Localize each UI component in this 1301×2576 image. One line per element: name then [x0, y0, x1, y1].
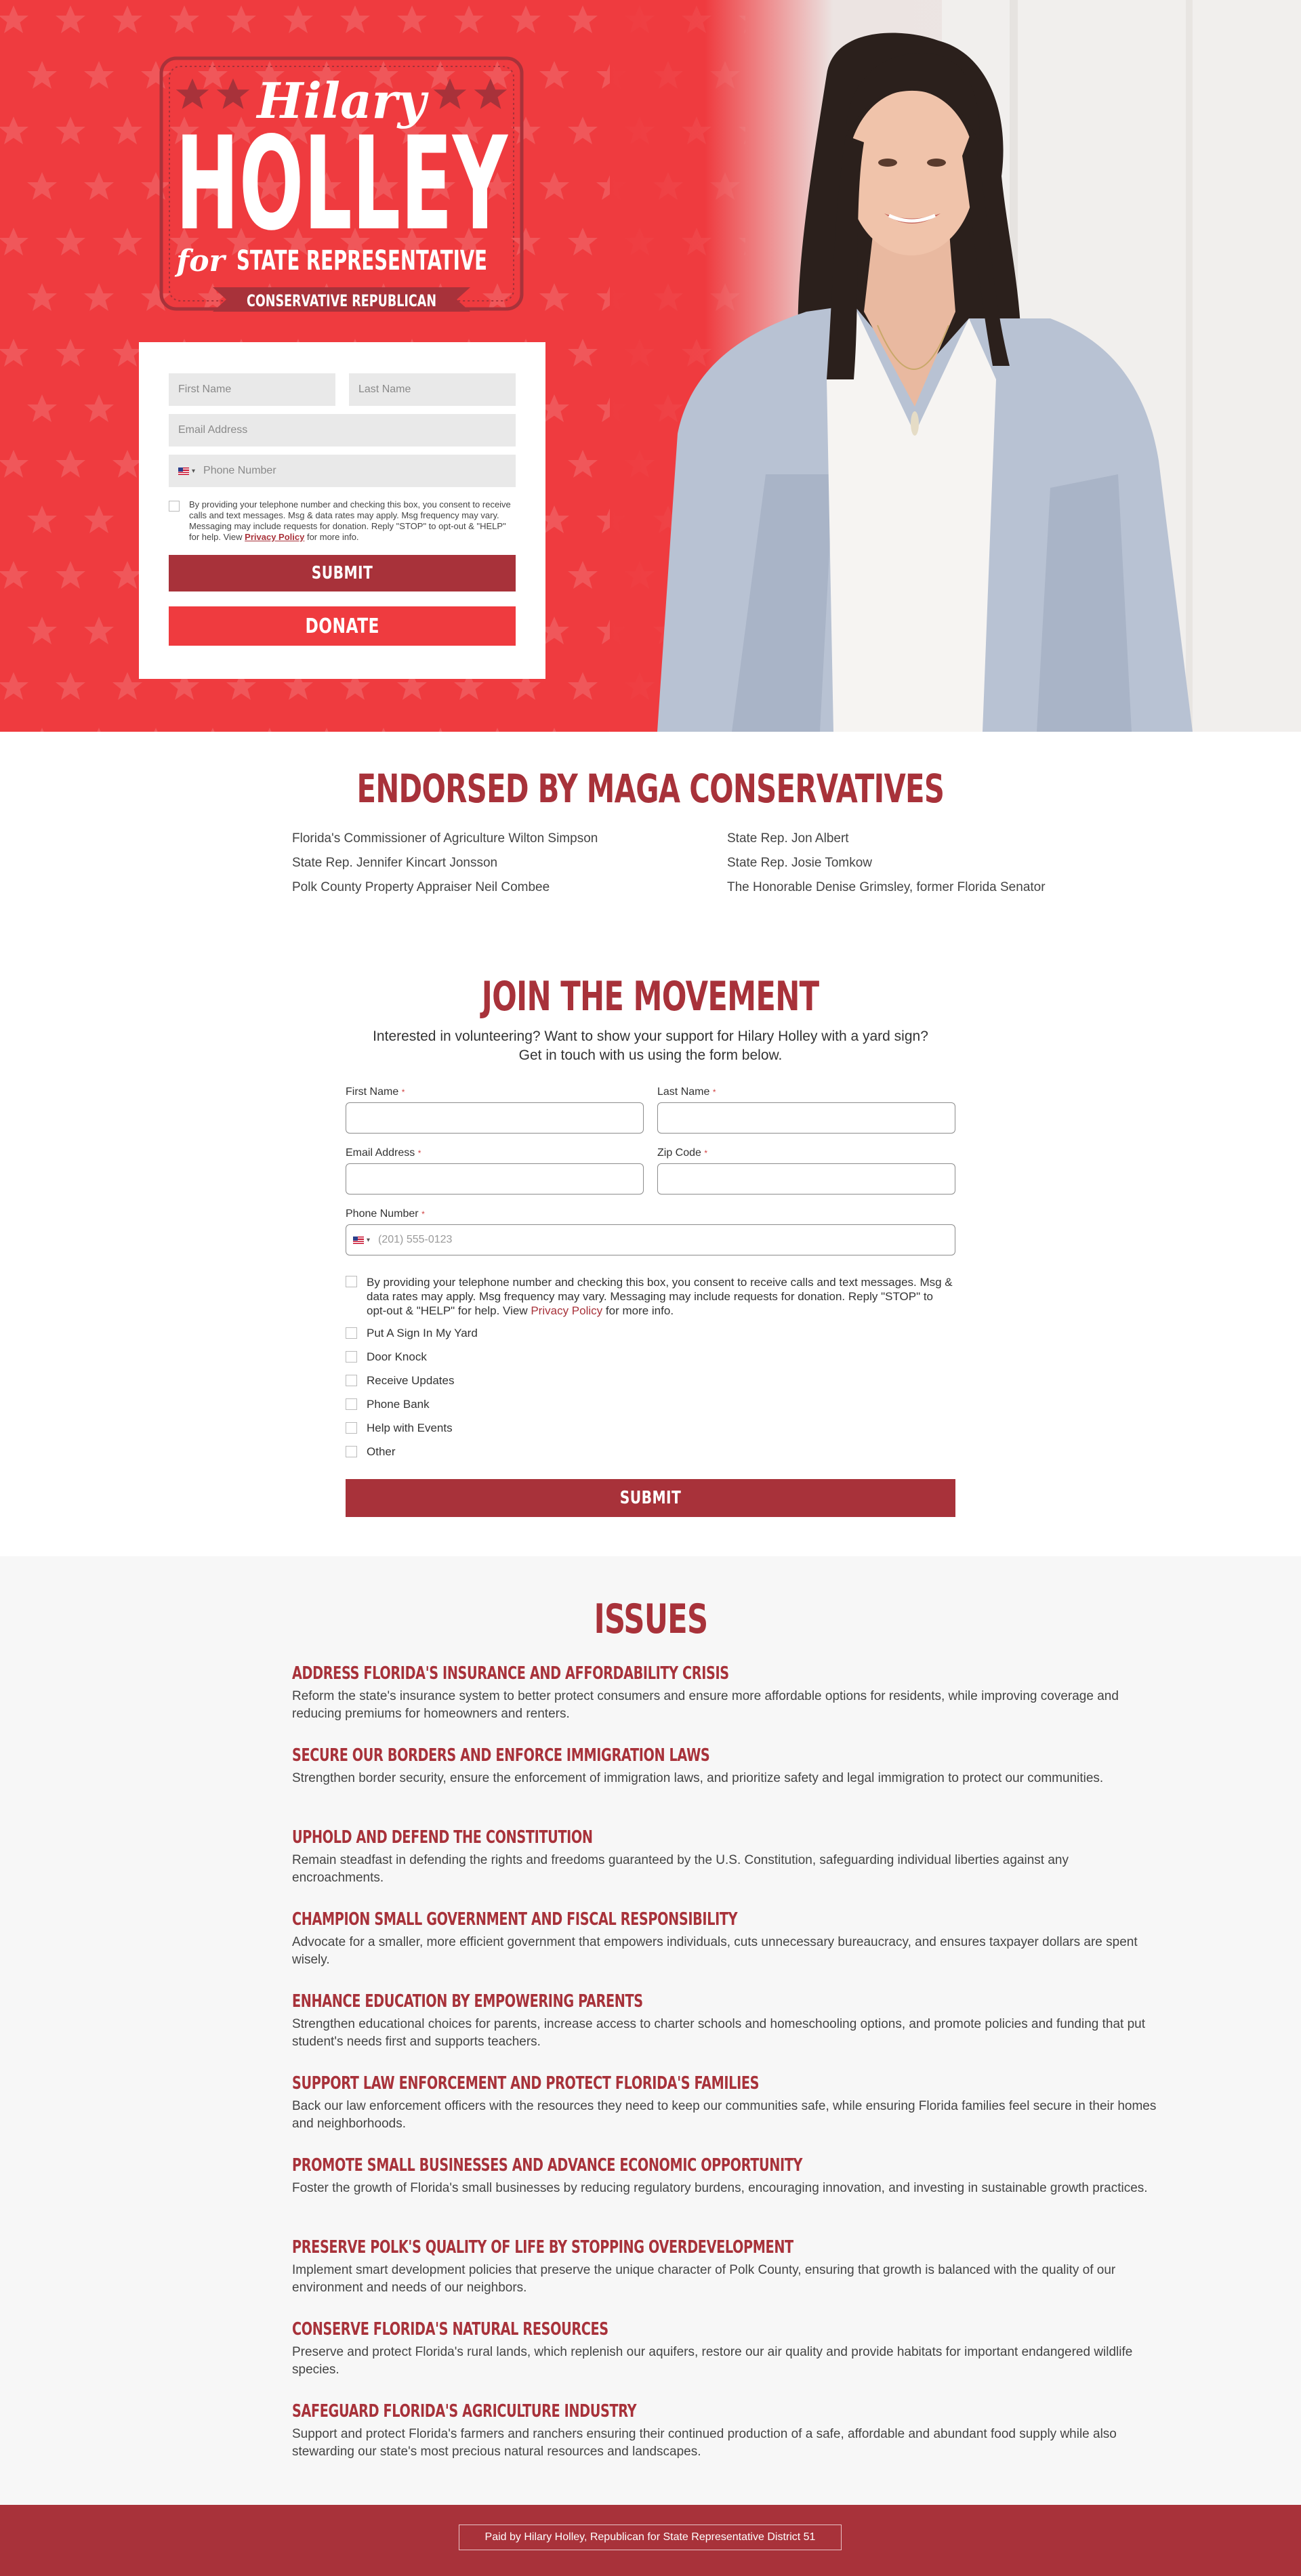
endorsement-item: State Rep. Jennifer Kincart Jonsson: [292, 856, 498, 870]
email-input[interactable]: Email Address: [169, 414, 516, 446]
last-name-label: Last Name *: [657, 1086, 716, 1098]
option-label: Door Knock: [367, 1350, 427, 1363]
first-name-label: First Name *: [346, 1086, 405, 1098]
logo-banner: CONSERVATIVE REPUBLICAN: [247, 291, 436, 310]
background-star: [84, 283, 114, 311]
privacy-policy-link[interactable]: Privacy Policy: [245, 532, 305, 542]
issue-heading: UPHOLD AND DEFEND THE CONSTITUTION: [292, 1827, 593, 1848]
endorsement-item: State Rep. Jon Albert: [727, 831, 849, 846]
background-star: [112, 339, 142, 367]
issue-heading: SAFEGUARD FLORIDA'S AGRICULTURE INDUSTRY: [292, 2401, 637, 2422]
background-star: [27, 394, 57, 422]
background-star: [27, 617, 57, 644]
issue-heading: CONSERVE FLORIDA'S NATURAL RESOURCES: [292, 2319, 608, 2340]
background-star: [511, 5, 541, 33]
join-title: [0, 973, 1301, 1020]
issue-body: Remain steadfast in defending the rights and freedoms guaranteed by the U.S. Constitution, safeguarding individual liberties against any encroachments.: [292, 1853, 1069, 1885]
hero-section: [0, 0, 1301, 732]
join-section: [0, 943, 1301, 1556]
background-star: [539, 283, 569, 311]
background-star: [539, 172, 569, 200]
consent-checkbox[interactable]: [169, 501, 180, 512]
option-checkbox[interactable]: [346, 1446, 357, 1457]
consent-tail: for more info.: [306, 532, 359, 542]
issues-title: [0, 1596, 1301, 1643]
phone-label: Phone Number *: [346, 1208, 425, 1220]
join-consent-tail: for more info.: [605, 1304, 674, 1317]
donate-button-label: DONATE: [305, 614, 379, 638]
us-flag-icon: [353, 1237, 364, 1244]
background-star: [0, 117, 28, 144]
issue-body: Foster the growth of Florida's small businesses by reducing regulatory burdens, encouraging innovation, and investing in sustainable growth practices.: [292, 2181, 1148, 2195]
logo-office: STATE REPRESENTATIVE: [236, 245, 487, 276]
endorsements-right-list: [727, 831, 1046, 905]
option-other[interactable]: [346, 1445, 955, 1469]
join-last-name-input[interactable]: [657, 1102, 955, 1134]
option-label: Put A Sign In My Yard: [367, 1327, 478, 1339]
issue-body: Back our law enforcement officers with the resources they need to keep our communities safe, while ensuring Florida families feel secure in their homes and neighborhoods.: [292, 2099, 1157, 2131]
join-consent-copy: By providing your telephone number and checking this box, you consent to receive calls and text messages. Msg & data rates may apply. Msg frequency may vary. Messaging may include requests for donation. Reply "STOP" to opt-out & "HELP" for help. View: [367, 1276, 953, 1317]
option-put-a-sign[interactable]: [346, 1327, 955, 1350]
first-name-input[interactable]: First Name: [169, 373, 335, 406]
join-first-name-input[interactable]: [346, 1102, 644, 1134]
background-star: [27, 283, 57, 311]
issue-body: Strengthen border security, ensure the enforcement of immigration laws, and prioritize safety and legal immigration to protect our communities.: [292, 1771, 1104, 1785]
consent-copy: By providing your telephone number and checking this box, you consent to receive calls and text messages. Msg & data rates may apply. Msg frequency may vary. Messaging may include requests for donation. Reply "STOP" to opt-out & "HELP" for help. View: [189, 499, 511, 542]
background-star: [56, 228, 85, 255]
background-star: [84, 617, 114, 644]
background-star: [539, 61, 569, 89]
join-phone-row: [346, 1208, 955, 1255]
issues-title-text: ISSUES: [594, 1596, 707, 1643]
issue-heading: ADDRESS FLORIDA'S INSURANCE AND AFFORDABILITY CRISIS: [292, 1663, 729, 1684]
issue-body: Strengthen educational choices for parents, increase access to charter schools and homeschooling options, and promote policies and funding that put student's needs first and supports teachers.: [292, 2017, 1146, 2049]
logo-for-word: for: [176, 244, 225, 278]
privacy-policy-link[interactable]: Privacy Policy: [531, 1304, 603, 1317]
option-phone-bank[interactable]: [346, 1398, 955, 1421]
option-checkbox[interactable]: [346, 1398, 357, 1410]
background-star: [112, 672, 142, 700]
background-star: [568, 561, 598, 589]
endorsements-left-list: [292, 831, 598, 905]
endorsement-item: Florida's Commissioner of Agriculture Wilton Simpson: [292, 831, 598, 846]
join-title-text: JOIN THE MOVEMENT: [482, 973, 819, 1020]
join-submit-button[interactable]: [346, 1479, 955, 1517]
background-star: [84, 394, 114, 422]
join-consent-text: [367, 1275, 955, 1318]
phone-placeholder: (201) 555-0123: [378, 1234, 453, 1245]
option-checkbox[interactable]: [346, 1351, 357, 1363]
background-star: [454, 5, 484, 33]
endorsements-title-text: ENDORSED BY MAGA CONSERVATIVES: [356, 766, 945, 812]
background-star: [283, 5, 313, 33]
background-star: [226, 5, 256, 33]
background-star: [169, 5, 199, 33]
background-star: [568, 5, 598, 33]
last-name-input[interactable]: Last Name: [349, 373, 516, 406]
phone-input[interactable]: [169, 455, 516, 487]
paid-for-disclaimer: Paid by Hilary Holley, Republican for State Representative District 51: [459, 2525, 842, 2550]
background-star: [112, 450, 142, 478]
background-star: [0, 339, 28, 367]
issue-heading: PRESERVE POLK'S QUALITY OF LIFE BY STOPPING OVERDEVELOPMENT: [292, 2237, 793, 2258]
background-star: [0, 228, 28, 255]
join-consent-row: [346, 1275, 955, 1318]
issue-item: [292, 1827, 1159, 1887]
country-flag-dropdown[interactable]: [178, 468, 195, 475]
join-submit-label: SUBMIT: [619, 1488, 682, 1508]
chevron-down-icon: ▾: [192, 467, 196, 475]
background-star: [56, 117, 85, 144]
issue-body: Preserve and protect Florida's rural lands, which replenish our aquifers, restore our air quality and provide habitats for important endangered wildlife species.: [292, 2345, 1133, 2377]
background-star: [56, 561, 85, 589]
join-email-input[interactable]: [346, 1163, 644, 1194]
issue-body: Reform the state's insurance system to better protect consumers and ensure more affordable options for residents, while improving coverage and reducing premiums for homeowners and renters.: [292, 1689, 1119, 1721]
option-checkbox[interactable]: [346, 1327, 357, 1339]
endorsements-section: [0, 732, 1301, 943]
endorsements-title: [0, 766, 1301, 812]
background-star: [112, 5, 142, 33]
issue-body: Advocate for a smaller, more efficient government that empowers individuals, cuts unnecessary bureaucracy, and ensures taxpayer dollars are spent wisely.: [292, 1935, 1138, 1967]
option-help-with-events[interactable]: [346, 1421, 955, 1445]
consent-text: [189, 499, 516, 543]
background-star: [112, 228, 142, 255]
join-zip-input[interactable]: [657, 1163, 955, 1194]
issue-heading: CHAMPION SMALL GOVERNMENT AND FISCAL RESPONSIBILITY: [292, 1909, 738, 1930]
background-star: [568, 672, 598, 700]
background-star: [56, 5, 85, 33]
background-star: [568, 117, 598, 144]
logo-last-name: HOLLEY: [175, 109, 509, 259]
issue-heading: PROMOTE SMALL BUSINESSES AND ADVANCE ECONOMIC OPPORTUNITY: [292, 2155, 803, 2176]
join-consent-checkbox[interactable]: [346, 1276, 357, 1287]
background-star: [56, 450, 85, 478]
chevron-down-icon: ▾: [367, 1236, 371, 1244]
issue-item: [292, 2319, 1159, 2379]
issue-body: Support and protect Florida's farmers and ranchers ensuring their continued production of a safe, affordable and abundant food supply while also stewarding our state's most precious natural resources and landscapes.: [292, 2427, 1117, 2459]
candidate-photo: [630, 0, 1301, 732]
background-star: [56, 339, 85, 367]
issue-item: [292, 2401, 1159, 2461]
issue-heading: SUPPORT LAW ENFORCEMENT AND PROTECT FLORIDA'S FAMILIES: [292, 2073, 760, 2094]
option-receive-updates[interactable]: [346, 1374, 955, 1398]
join-phone-input[interactable]: [346, 1224, 955, 1255]
endorsement-item: The Honorable Denise Grimsley, former Florida Senator: [727, 880, 1046, 894]
background-star: [84, 505, 114, 533]
background-star: [0, 5, 28, 33]
background-star: [397, 5, 427, 33]
issue-item: [292, 2073, 1159, 2133]
background-star: [27, 505, 57, 533]
background-star: [0, 561, 28, 589]
background-star: [0, 450, 28, 478]
country-flag-dropdown[interactable]: [353, 1237, 370, 1244]
signup-form: [139, 342, 545, 679]
submit-button[interactable]: [169, 555, 516, 591]
phone-placeholder: Phone Number: [203, 465, 276, 476]
issue-item: [292, 1663, 1159, 1723]
join-intro-line2: Get in touch with us using the form below.: [518, 1047, 783, 1063]
issue-heading: ENHANCE EDUCATION BY EMPOWERING PARENTS: [292, 1991, 643, 2012]
endorsement-item: Polk County Property Appraiser Neil Combee: [292, 880, 550, 894]
background-star: [84, 61, 114, 89]
issues-section: [0, 1556, 1301, 2505]
background-star: [112, 117, 142, 144]
issue-item: [292, 1991, 1159, 2051]
issue-item: [292, 2155, 1159, 2197]
background-star: [56, 672, 85, 700]
option-checkbox[interactable]: [346, 1375, 357, 1386]
background-star: [0, 672, 28, 700]
zip-label: Zip Code *: [657, 1147, 708, 1159]
issue-item: [292, 1909, 1159, 1969]
join-intro-line1: Interested in volunteering? Want to show your support for Hilary Holley with a yard sign?: [373, 1029, 928, 1044]
option-label: Other: [367, 1445, 396, 1458]
logo-first-name: Hilary: [257, 72, 426, 129]
join-intro: [312, 1027, 989, 1065]
option-door-knock[interactable]: [346, 1350, 955, 1374]
donate-button[interactable]: [169, 606, 516, 646]
option-label: Phone Bank: [367, 1398, 430, 1411]
background-star: [84, 172, 114, 200]
background-star: [568, 450, 598, 478]
background-star: [568, 228, 598, 255]
us-flag-icon: [178, 468, 189, 475]
issue-item: [292, 2237, 1159, 2297]
background-star: [340, 5, 370, 33]
campaign-logo: [159, 56, 524, 312]
background-star: [27, 172, 57, 200]
endorsement-item: State Rep. Josie Tomkow: [727, 856, 873, 870]
issue-item: [292, 1745, 1159, 1787]
background-star: [568, 339, 598, 367]
email-label: Email Address *: [346, 1147, 421, 1159]
option-checkbox[interactable]: [346, 1422, 357, 1434]
background-star: [27, 61, 57, 89]
submit-button-label: SUBMIT: [311, 563, 373, 583]
volunteer-options: [346, 1327, 955, 1469]
background-star: [112, 561, 142, 589]
issue-heading: SECURE OUR BORDERS AND ENFORCE IMMIGRATION LAWS: [292, 1745, 710, 1766]
issue-body: Implement smart development policies that preserve the unique character of Polk County, ensuring that growth is balanced with the quality of our environment and needs of our neighbors.: [292, 2263, 1116, 2295]
option-label: Help with Events: [367, 1421, 453, 1434]
footer: [0, 2505, 1301, 2576]
option-label: Receive Updates: [367, 1374, 455, 1387]
